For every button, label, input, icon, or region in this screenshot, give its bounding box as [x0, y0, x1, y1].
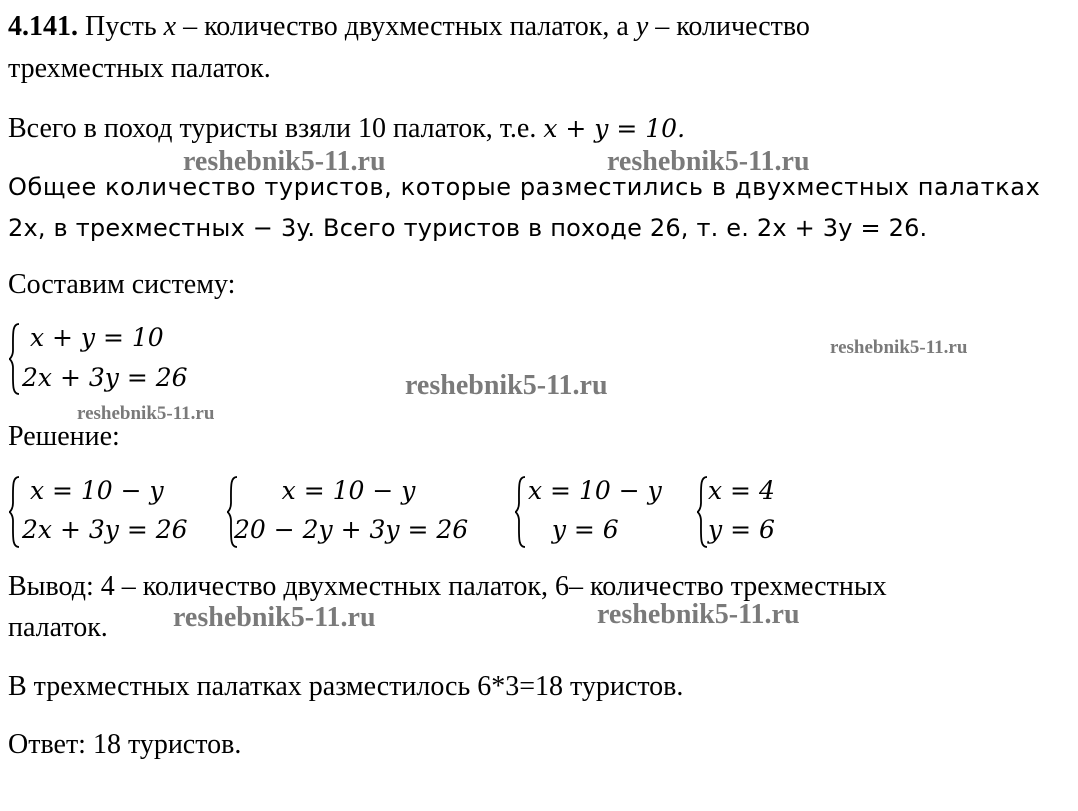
system-row-1: x + y = 10	[22, 323, 164, 352]
system-row-2: 2x + 3y = 26	[22, 363, 188, 392]
problem-statement-line-2: трехместных палаток.	[8, 53, 271, 84]
left-brace-icon	[8, 322, 20, 396]
step-1-row-1: x = 10 − y	[22, 476, 164, 505]
step-3-row-2: y = 6	[528, 515, 619, 544]
variable-x: x	[163, 11, 177, 42]
problem-statement-line-1	[8, 10, 810, 44]
variable-y: y	[635, 11, 649, 42]
solution-step-4	[696, 475, 806, 551]
watermark: reshebnik5-11.ru	[597, 599, 800, 630]
solution-step-2	[226, 475, 511, 551]
left-brace-icon	[514, 475, 526, 549]
problem-number: 4.141.	[8, 11, 78, 42]
equation-tents: x + y = 10.	[543, 114, 686, 143]
left-brace-icon	[8, 475, 20, 549]
conclusion-line-1: Вывод: 4 – количество двухместных палаток, 6– количество трехместных	[8, 571, 887, 602]
step-2-row-1: x = 10 − y	[234, 476, 416, 505]
paragraph-tourists-line-2: 2x, в трехместных − 3y. Всего туристов в походе 26, т. е. 2x + 3y = 26.	[8, 214, 928, 242]
paragraph-total-tents	[8, 112, 685, 146]
step-4-row-2: y = 6	[708, 515, 775, 544]
answer-line: Ответ: 18 туристов.	[8, 729, 242, 760]
conclusion-line-2: палаток.	[8, 612, 108, 643]
paragraph-tourists-line-1: Общее количество туристов, которые разместились в двухместных палатках	[8, 173, 1041, 201]
intro-text-c: – количество	[648, 11, 810, 42]
step-1-row-2: 2x + 3y = 26	[22, 515, 188, 544]
step-2-row-2: 20 − 2y + 3y = 26	[234, 515, 469, 544]
equation-system	[8, 322, 248, 398]
solution-step-1	[8, 475, 223, 551]
watermark: reshebnik5-11.ru	[173, 602, 376, 633]
step-3-row-1: x = 10 − y	[528, 476, 662, 505]
paragraph-text: Всего в поход туристы взяли 10 палаток, т.е.	[8, 113, 544, 144]
watermark: reshebnik5-11.ru	[830, 337, 968, 358]
calculation-line: В трехместных палатках разместилось 6*3=18 туристов.	[8, 671, 684, 702]
left-brace-icon	[696, 475, 708, 549]
step-4-row-1: x = 4	[708, 476, 775, 505]
system-heading: Составим систему:	[8, 269, 236, 300]
intro-text-b: – количество двухместных палаток, а	[176, 11, 636, 42]
intro-text-a: Пусть	[78, 11, 164, 42]
solution-heading: Решение:	[8, 421, 120, 452]
watermark: reshebnik5-11.ru	[183, 146, 386, 177]
watermark: reshebnik5-11.ru	[405, 370, 608, 401]
solution-step-3	[514, 475, 694, 551]
watermark: reshebnik5-11.ru	[77, 403, 215, 424]
watermark: reshebnik5-11.ru	[607, 146, 810, 177]
